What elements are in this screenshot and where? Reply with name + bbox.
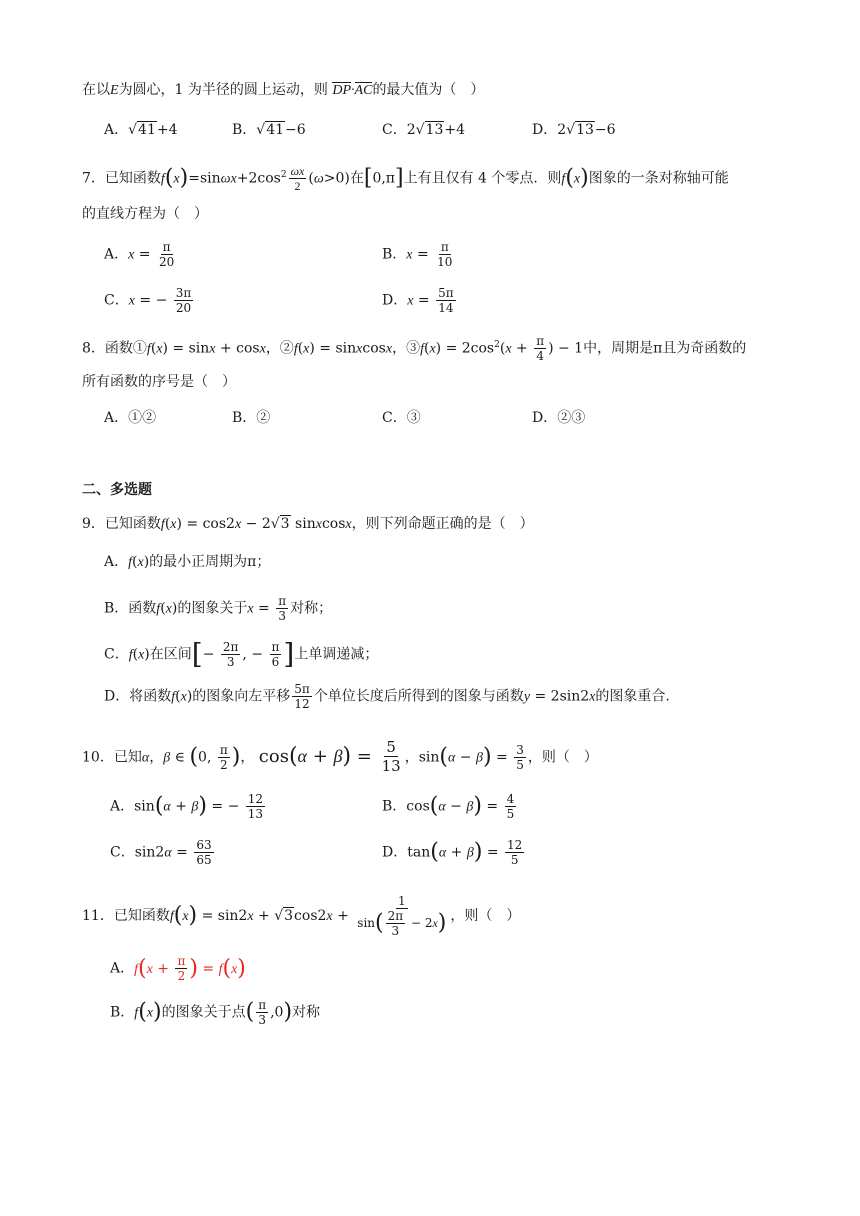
q10-option-c[interactable]: C．sin2α = $\frac{63}{65}$ (110, 838, 212, 867)
q9-option-c[interactable]: C．f(x)在区间[− $\frac{2\pi}{3}$ , − $\frac{\pi}{6}$ ]上单调递减； (104, 637, 379, 671)
q8-option-b[interactable]: B．② (232, 410, 271, 426)
q8-option-d[interactable]: D．②③ (532, 410, 586, 426)
q11-option-b[interactable]: B．f(x)的图象关于点( $\frac{\pi}{3}$ ,0)对称 (110, 998, 321, 1027)
q9-stem: 9．已知函数f(x) = cos2x − 2√3 sinxcosx，则下列命题正确的是（ ） (82, 516, 534, 532)
q6-option-c[interactable]: C．2√13+4 (382, 122, 466, 138)
q8-option-a[interactable]: A．①② (104, 410, 157, 426)
q7-option-b[interactable]: B．x = $\frac{\pi}{10}$ (382, 240, 453, 269)
q6-option-b[interactable]: B．√41−6 (232, 122, 306, 138)
q11-option-a[interactable]: A．f(x + $\frac{\pi}{2}$ ) = f(x) (110, 954, 246, 983)
dot-product-expression: DP·AC (332, 83, 373, 98)
q7-option-a[interactable]: A．x = $\frac{\pi}{20}$ (104, 240, 175, 269)
q6-stem: 在以E为圆心，1 为半径的圆上运动，则 DP·AC的最大值为（ ） (82, 82, 485, 98)
q8-stem: 8．函数①f(x) = sinx + cosx，②f(x) = sinxcosx，③f(x) = $2\cos^2(x$ + $\frac{\pi}{4}$ ) − 1中，周期是π且为奇函数的 (82, 334, 747, 363)
q9-option-d[interactable]: D．将函数f(x)的图象向左平移 $\frac{5\pi}{12}$ 个单位长度后所得到的图象与函数y = 2sin2x的图象重合. (104, 682, 670, 711)
q8-stem-line2: 所有函数的序号是（ ） (82, 374, 236, 390)
q10-stem: 10．已知α，β ∈ (0, $\frac{\pi}{2}$ )， cos(α + β) = $\frac{5}{13}$ ，sin(α − β) = $\frac{3}{5}$ ，则（ ） (82, 738, 598, 775)
q7-option-d[interactable]: D．x = $\frac{5\pi}{14}$ (382, 286, 454, 315)
q7-option-c[interactable]: C．x = − $\frac{3\pi}{20}$ (104, 286, 192, 315)
q9-option-a[interactable]: A．f(x)的最小正周期为π； (104, 554, 271, 570)
q6-option-a[interactable]: A．√41+4 (104, 122, 178, 138)
point-e: E (110, 83, 119, 98)
q6-option-d[interactable]: D．2√13−6 (532, 122, 616, 138)
q7-stem-line2: 的直线方程为（ ） (82, 206, 208, 222)
q11-stem: 11．已知函数f(x) = sin2x + √3cos2x + 1 sin( $\frac{2\pi}{3}$ − 2x) ，则（ ） (82, 894, 521, 938)
q9-option-b[interactable]: B．函数f(x)的图象关于x = $\frac{\pi}{3}$ 对称； (104, 594, 333, 623)
section-title-multiple-choice: 二、多选题 (82, 482, 152, 498)
q7-stem: 7．已知函数$f(x)=\sin\omega x+2\cos^2$ $\frac{\omega x}{2}$ (ω>0)在[0,π]上有且仅有 4 个零点．则f(x)图象的一条对称轴可能 (82, 164, 729, 193)
q10-option-b[interactable]: B．cos(α − β) = $\frac{4}{5}$ (382, 792, 515, 821)
q10-option-d[interactable]: D．tan(α + β) = $\frac{12}{5}$ (382, 838, 523, 867)
q8-option-c[interactable]: C．③ (382, 410, 421, 426)
q10-option-a[interactable]: A．sin(α + β) = − $\frac{12}{13}$ (110, 792, 264, 821)
